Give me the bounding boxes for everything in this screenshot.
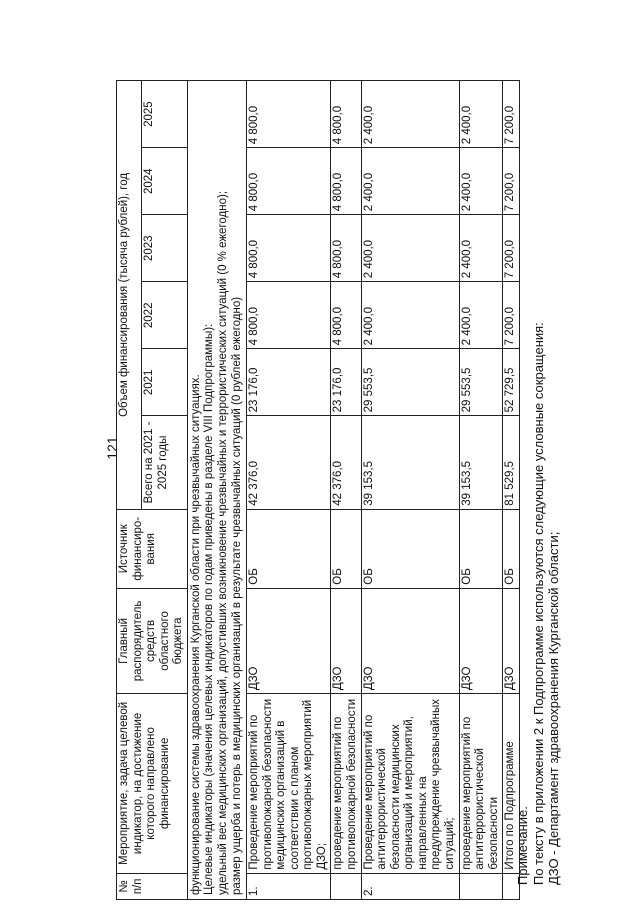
header-no: № п/п	[117, 873, 188, 899]
cell-2022: 4 800,0	[247, 282, 331, 349]
cell-2021: 23 176,0	[247, 349, 331, 416]
cell-2025: 4 800,0	[247, 81, 331, 148]
notes-line-1: По тексту в приложении 2 к Подпрограмме используются следующие условные сокращения:	[530, 322, 546, 885]
cell-no: 1.	[247, 873, 331, 899]
cell-2022: 7 200,0	[503, 282, 520, 349]
cell-measure: проведение мероприятий по антитеррористической безопасности	[459, 694, 503, 874]
indicators-text: Целевые индикаторы (значения целевых индикаторов по годам приведены в разделе VIII Подпрограммы):	[203, 323, 216, 895]
cell-2024: 2 400,0	[361, 148, 459, 215]
cell-total: 39 153,5	[361, 416, 459, 509]
cell-2025: 2 400,0	[361, 81, 459, 148]
cell-distributor: ДЗО	[503, 588, 520, 693]
cell-2022: 2 400,0	[361, 282, 459, 349]
indicator-1: удельный вес медицинских организаций, допустивших возникновение чрезвычайных и террористических ситуаций (0 % ежегодно);	[216, 190, 229, 895]
cell-total: 39 153,5	[459, 416, 503, 509]
cell-measure: Проведение мероприятий по противопожарной безопасности медицинских организаций в соответствии с планом противопожарных мероприятий ДЗО;	[247, 694, 331, 874]
cell-2023: 2 400,0	[459, 215, 503, 282]
cell-2023: 2 400,0	[361, 215, 459, 282]
header-2023: 2023	[142, 215, 188, 282]
cell-2021: 52 729,5	[503, 349, 520, 416]
cell-2021: 29 553,5	[459, 349, 503, 416]
cell-total: 42 376,0	[331, 416, 361, 509]
cell-2021: 23 176,0	[331, 349, 361, 416]
cell-2023: 4 800,0	[247, 215, 331, 282]
cell-2025: 7 200,0	[503, 81, 520, 148]
cell-distributor: ДЗО	[247, 588, 331, 693]
page-number: 121	[104, 436, 120, 460]
header-distributor: Главный распорядитель средств областного бюджета	[117, 588, 188, 693]
cell-2024: 7 200,0	[503, 148, 520, 215]
cell-2023: 7 200,0	[503, 215, 520, 282]
cell-measure: Итого по Подпрограмме	[503, 694, 520, 874]
cell-measure: проведение мероприятий по противопожарной безопасности	[331, 694, 361, 874]
cell-measure: Проведение мероприятий по антитеррористической безопасности медицинских организаций и мероприятий, направленных на предупреждение чрезвычайных ситуаций;	[361, 694, 459, 874]
cell-total: 42 376,0	[247, 416, 331, 509]
header-2024: 2024	[142, 148, 188, 215]
cell-2021: 29 553,5	[361, 349, 459, 416]
cell-source: ОБ	[361, 509, 459, 588]
cell-2024: 4 800,0	[247, 148, 331, 215]
cell-2024: 2 400,0	[459, 148, 503, 215]
cell-no: 2.	[361, 873, 459, 899]
cell-2023: 4 800,0	[331, 215, 361, 282]
cell-distributor: ДЗО	[331, 588, 361, 693]
cell-2022: 2 400,0	[459, 282, 503, 349]
header-2022: 2022	[142, 282, 188, 349]
cell-2024: 4 800,0	[331, 148, 361, 215]
header-total: Всего на 2021 - 2025 годы	[142, 416, 188, 509]
cell-2025: 2 400,0	[459, 81, 503, 148]
task-text: функционирование системы здравоохранения Курганской области при чрезвычайных ситуациях.	[189, 374, 202, 895]
cell-no	[459, 873, 503, 899]
table-row	[247, 81, 331, 900]
cell-2022: 4 800,0	[331, 282, 361, 349]
cell-source: ОБ	[459, 509, 503, 588]
cell-distributor: ДЗО	[459, 588, 503, 693]
indicator-2: размер ущерба и потерь в медицинских организаций в результате чрезвычайных ситуаций (0 рублей ежегодно)	[230, 296, 243, 895]
header-2025: 2025	[142, 81, 188, 148]
cell-source: ОБ	[247, 509, 331, 588]
cell-distributor: ДЗО	[361, 588, 459, 693]
cell-source: ОБ	[331, 509, 361, 588]
header-volume: Объем финансирования (тысяча рублей), год	[117, 81, 142, 510]
cell-no	[331, 873, 361, 899]
table-row	[331, 81, 361, 900]
task-indicators-cell	[187, 81, 246, 900]
notes-title: Примечание.	[515, 806, 530, 885]
header-measure: Мероприятие, задача целевой индикатор, на достижение которого направлено финансирование	[117, 694, 188, 874]
header-2021: 2021	[142, 349, 188, 416]
cell-total: 81 529,5	[503, 416, 520, 509]
notes-line-2: ДЗО - Департамент здравоохранения Курганской области;	[546, 531, 562, 885]
cell-source: ОБ	[503, 509, 520, 588]
table-row	[361, 81, 459, 900]
notes	[515, 65, 562, 885]
financing-table	[116, 80, 520, 900]
table-row	[459, 81, 503, 900]
header-source: Источник финансиро-вания	[117, 509, 188, 588]
cell-2025: 4 800,0	[331, 81, 361, 148]
